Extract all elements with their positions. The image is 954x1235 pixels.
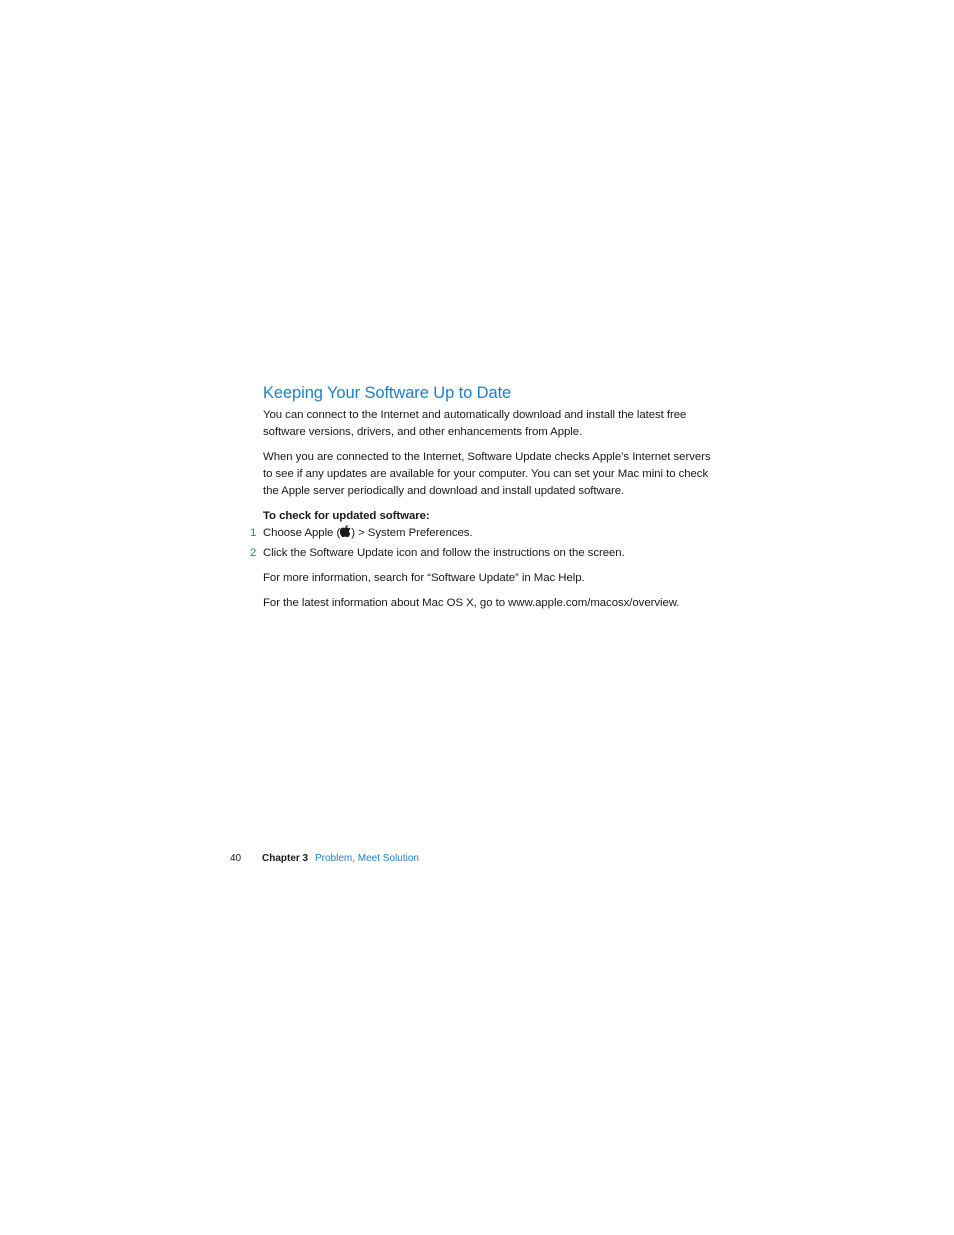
section-title: Keeping Your Software Up to Date xyxy=(263,384,512,402)
step-text: Click the Software Update icon and follow the instructions on the screen. xyxy=(263,547,625,559)
step-text-before: Choose Apple ( xyxy=(263,527,341,539)
mac-help-note: For more information, search for “Software Update” in Mac Help. xyxy=(263,572,585,584)
step-item xyxy=(250,525,713,542)
page-number: 40 xyxy=(230,853,242,864)
apple-icon xyxy=(340,525,351,537)
macosx-overview-note: For the latest information about Mac OS X, go to www.apple.com/macosx/overview. xyxy=(263,597,680,609)
intro-paragraph: You can connect to the Internet and automatically download and install the latest free software versions, drivers, and other enhancements from Apple. xyxy=(263,409,687,438)
software-update-paragraph: When you are connected to the Internet, Software Update checks Apple’s Internet servers to see if any updates are available for your computer. You can set your Mac mini to check the Apple server periodically and download and install updated software. xyxy=(263,451,711,497)
chapter-label: Chapter 3 xyxy=(262,853,309,864)
document-body xyxy=(250,381,713,620)
step-text-after: ) > System Preferences. xyxy=(351,527,473,539)
steps-list xyxy=(250,525,713,562)
chapter-title: Problem, Meet Solution xyxy=(315,853,419,864)
step-number: 1 xyxy=(250,527,257,539)
step-number: 2 xyxy=(250,547,257,559)
step-item xyxy=(250,545,713,562)
task-heading: To check for updated software: xyxy=(263,510,430,522)
